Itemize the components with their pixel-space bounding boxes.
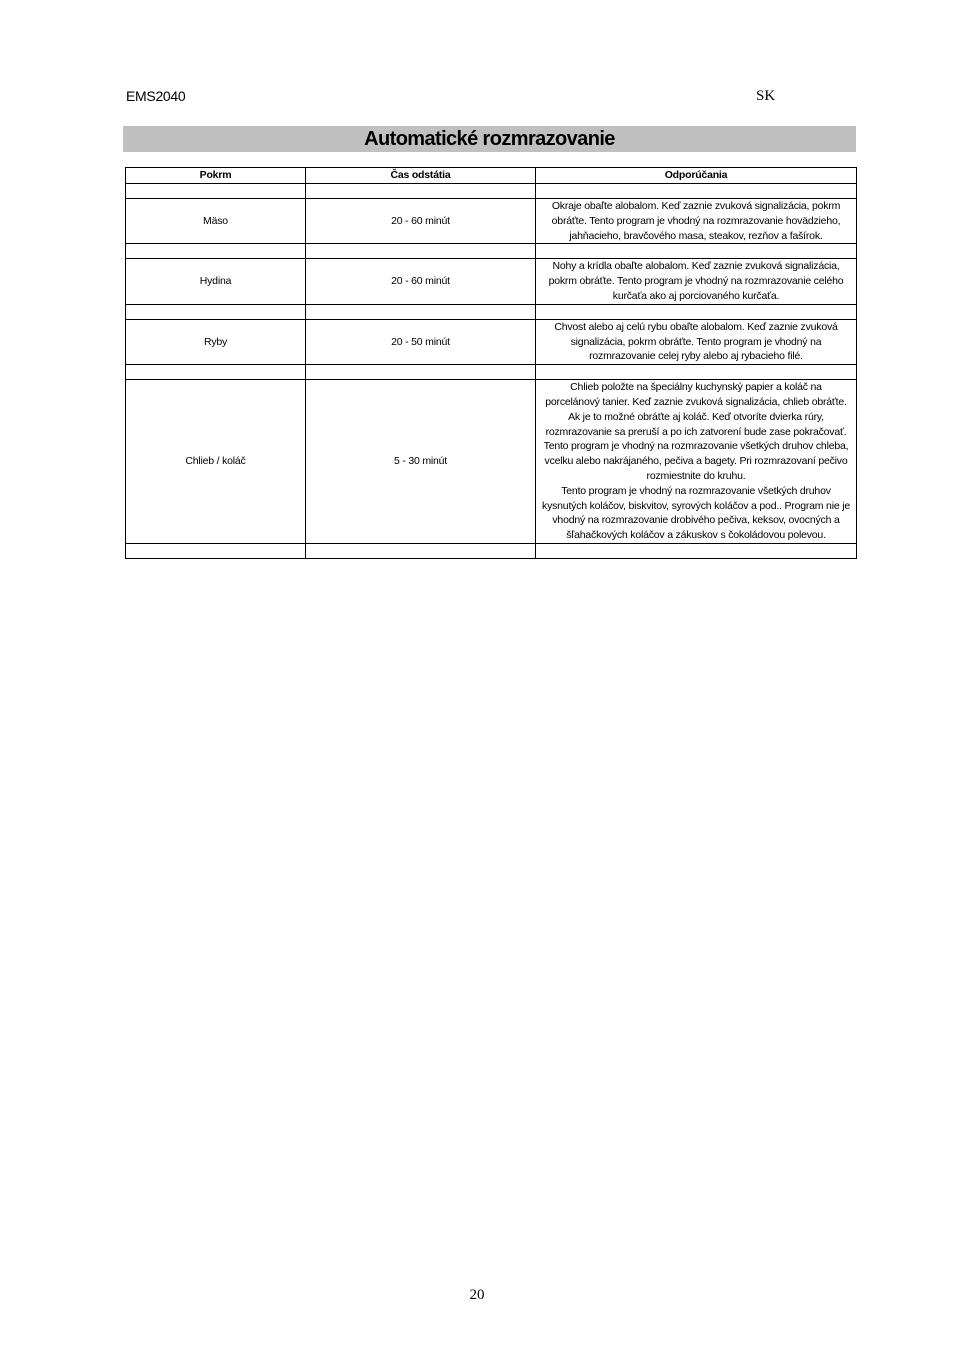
spacer-row [126,304,857,319]
spacer-row [126,365,857,380]
spacer-cell [306,365,536,380]
time-cell: 20 - 60 minút [306,259,536,304]
spacer-cell [306,543,536,558]
table-row [126,380,857,544]
time-cell: 20 - 60 minút [306,199,536,244]
spacer-cell [536,184,857,199]
spacer-cell [536,543,857,558]
recommendation-cell [536,319,857,364]
recommendation-text: Chlieb položte na špeciálny kuchynský papier a koláč na porcelánový tanier. Keď zaznie zvuková signalizácia, chlieb obráťte. Ak je to možné obráťte aj koláč. Keď otvoríte dvierka rúry, rozmrazovanie sa preruší a po ich zatvorení bude zase pokračovať. [545,381,847,438]
table-row [126,199,857,244]
spacer-row [126,543,857,558]
recommendation-cell [536,259,857,304]
section-title: Automatické rozmrazovanie [123,126,856,152]
spacer-row [126,244,857,259]
column-header-recommendation: Odporúčania [536,168,857,184]
spacer-cell [536,304,857,319]
spacer-cell [306,244,536,259]
page-number: 20 [469,1287,485,1303]
spacer-cell [126,184,306,199]
recommendation-text: Nohy a krídla obaľte alobalom. Keď zaznie zvuková signalizácia, pokrm obráťte. Tento program je vhodný na rozmrazovanie celého kurčaťa ako aj porciovaného kurčaťa. [548,260,844,302]
spacer-cell [126,365,306,380]
model-number: EMS2040 [126,88,186,104]
food-cell: Chlieb / koláč [126,380,306,544]
spacer-cell [126,543,306,558]
time-cell: 5 - 30 minút [306,380,536,544]
recommendation-cell [536,380,857,544]
language-code: SK [756,88,776,104]
recommendation-text: Okraje obaľte alobalom. Keď zaznie zvuková signalizácia, pokrm obráťte. Tento program je vhodný na rozmrazovanie hovädzieho, jahňacieho, bravčového masa, steakov, rezňov a fašírok. [551,200,841,242]
spacer-cell [536,365,857,380]
spacer-row [126,184,857,199]
recommendation-text: Chvost alebo aj celú rybu obaľte alobalom. Keď zaznie zvuková signalizácia, pokrm obráťte. Tento program je vhodný na rozmrazovanie celej ryby alebo aj rybacieho filé. [554,320,838,363]
spacer-cell [126,304,306,319]
spacer-cell [536,244,857,259]
food-cell: Mäso [126,199,306,244]
table-row [126,259,857,304]
recommendation-cell [536,199,857,244]
spacer-cell [306,304,536,319]
recommendation-text: Tento program je vhodný na rozmrazovanie všetkých druhov chleba, vcelku alebo nakrájaného, pečiva a bagety. Pri rozmrazovaní pečivo rozmiestnite do kruhu. [543,440,849,482]
column-header-time: Čas odstátia [306,168,536,184]
table-row [126,319,857,364]
food-cell: Ryby [126,319,306,364]
spacer-cell [306,184,536,199]
food-cell: Hydina [126,259,306,304]
time-cell: 20 - 50 minút [306,319,536,364]
table-header-row [126,168,857,184]
recommendation-text: Tento program je vhodný na rozmrazovanie všetkých druhov kysnutých koláčov, biskvitov, syrových koláčov a pod.. Program nie je vhodný na rozmrazovanie drobivého pečiva, keksov, ovocných a šľahačkových koláčov a zákuskov s čokoládovou polevou. [542,484,850,542]
column-header-food: Pokrm [126,168,306,184]
spacer-cell [126,244,306,259]
defrost-table [125,167,857,559]
